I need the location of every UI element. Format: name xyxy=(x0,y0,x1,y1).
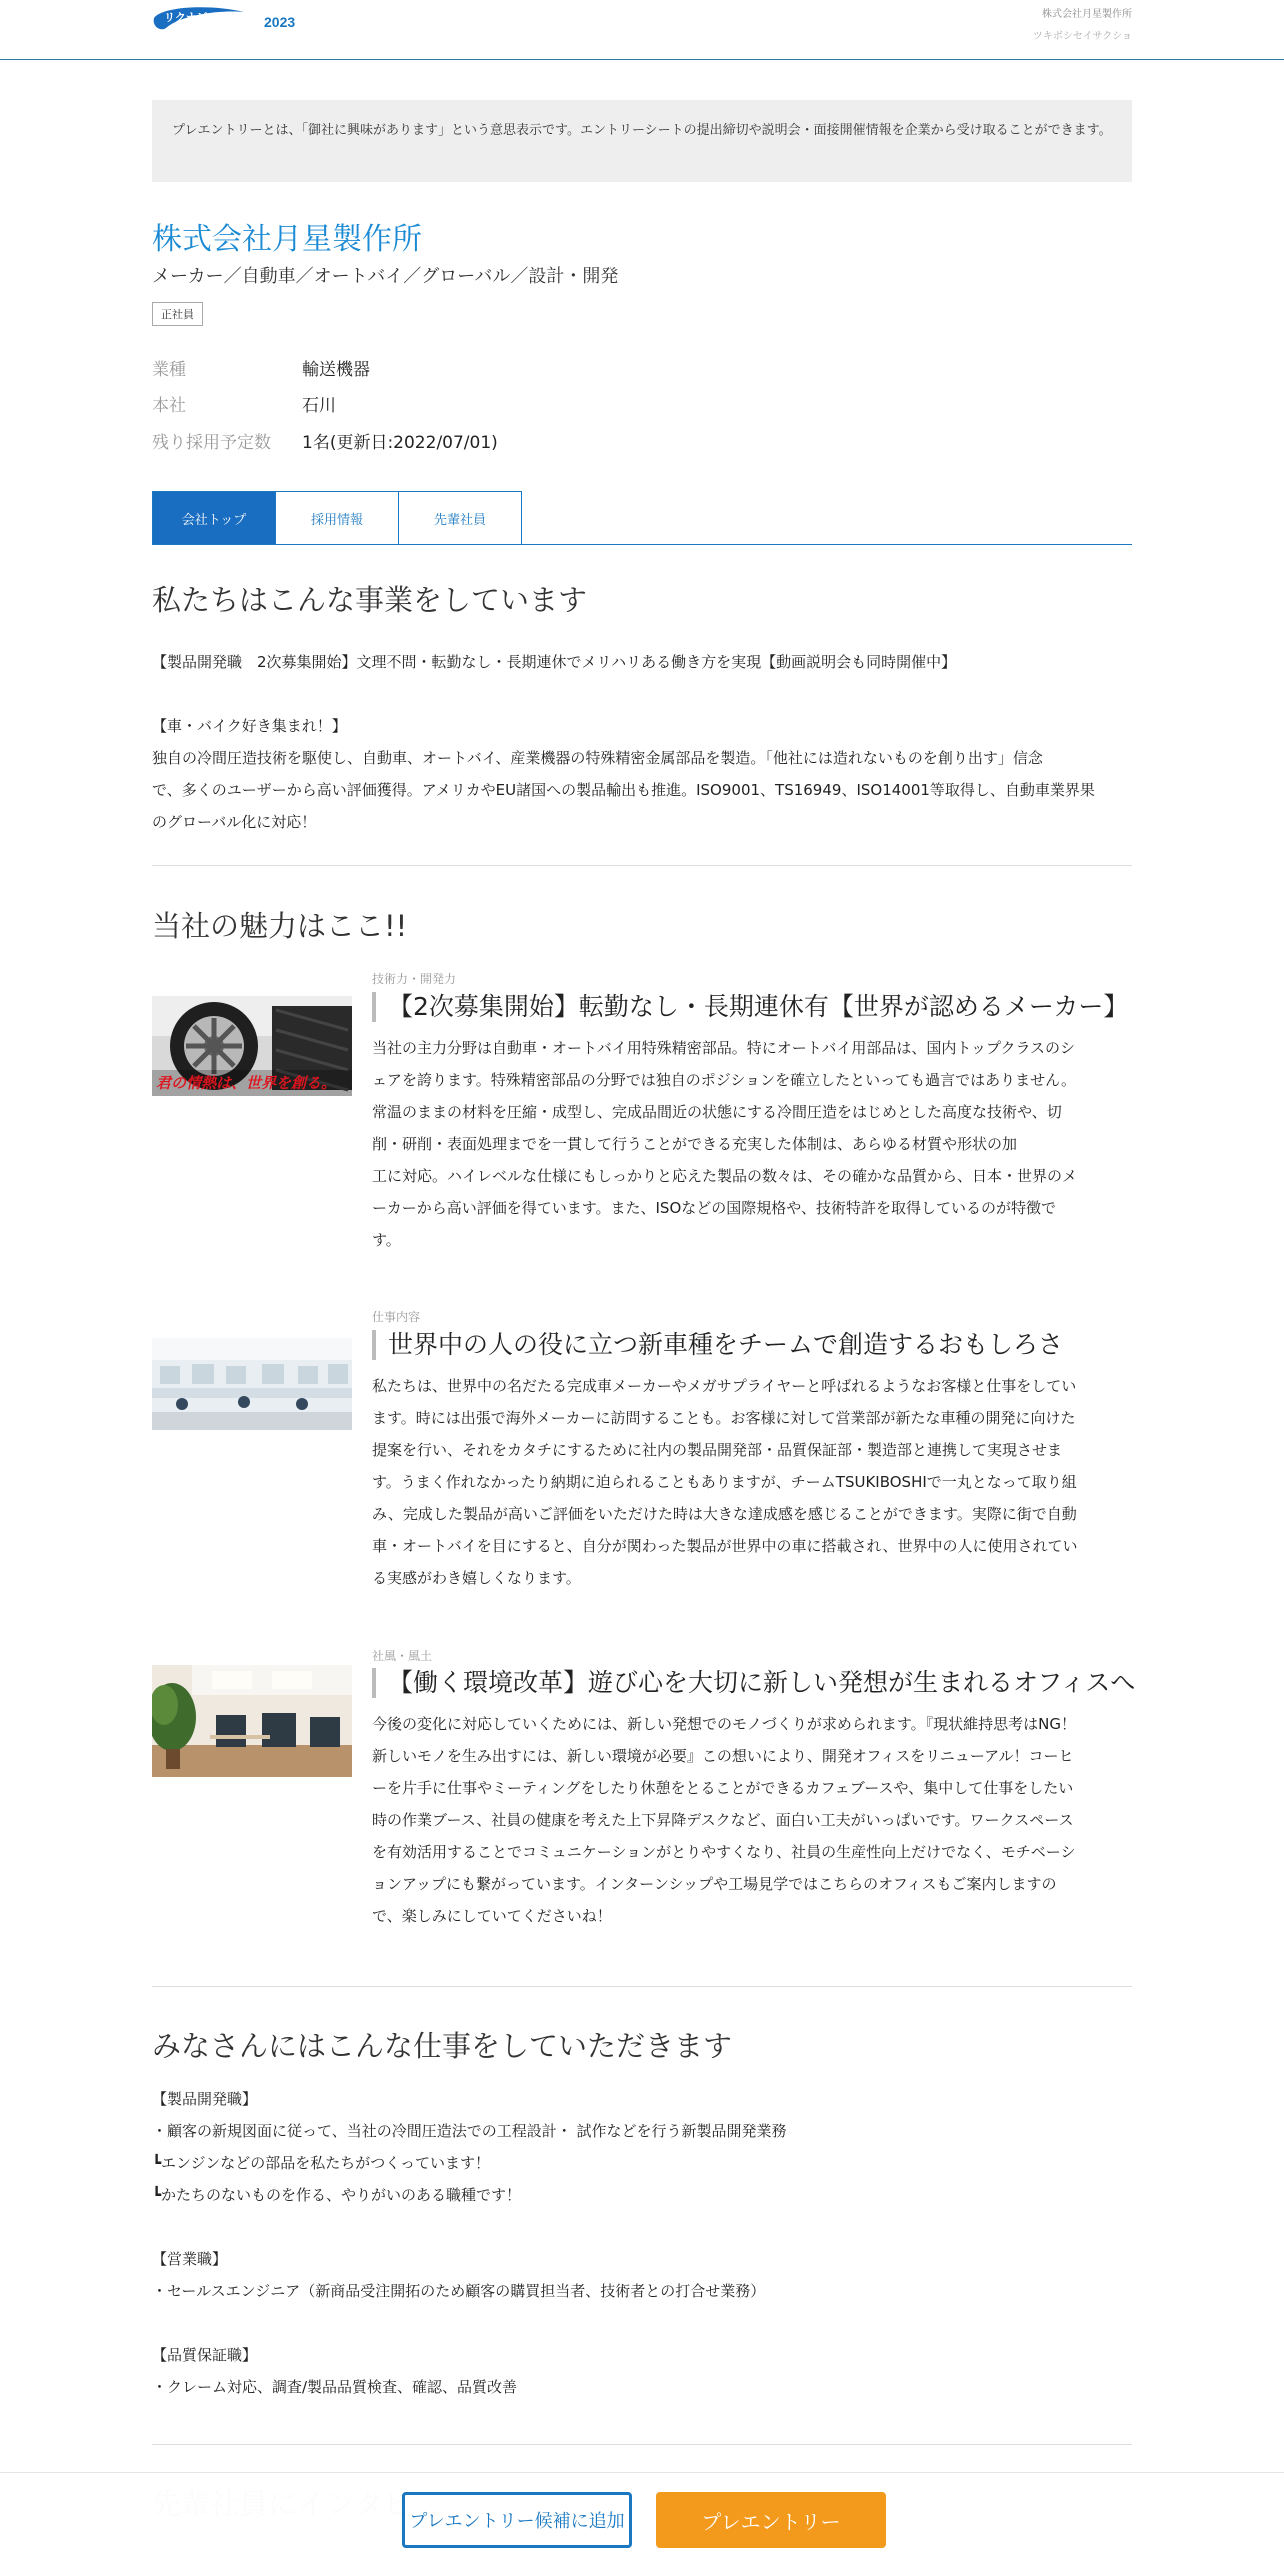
feature-category: 技術力・開発力 xyxy=(372,972,457,986)
appeal-section-title: 当社の魅力はここ!! xyxy=(152,909,408,943)
feature-title: 世界中の人の役に立つ新車種をチームで創造するおもしろさ xyxy=(372,1330,1063,1360)
feature-text-line: ェアを誇ります。特殊精密部品の分野では独自のポジションを確立したといっても過言ではありません。 xyxy=(372,1071,1077,1089)
job-line: ・クレーム対応、調査/製品品質検査、確認、品質改善 xyxy=(152,2378,518,2396)
info-label: 本社 xyxy=(152,396,186,416)
info-label: 残り採用予定数 xyxy=(152,433,271,453)
feature-text-line: る実感がわき嬉しくなります。 xyxy=(372,1569,581,1587)
rikunabi-logo[interactable] xyxy=(152,4,302,34)
business-line: 【車・バイク好き集まれ！】 xyxy=(152,717,347,735)
company-catch: メーカー／自動車／オートバイ／グローバル／設計・開発 xyxy=(152,266,619,287)
feature-category: 仕事内容 xyxy=(372,1310,421,1324)
divider xyxy=(152,2444,1132,2445)
feature-text-line: 提案を行い、それをカタチにするために社内の製品開発部・品質保証部・製造部と連携して実現させま xyxy=(372,1441,1063,1459)
pre-entry-notice: プレエントリーとは、「御社に興味があります」という意思表示です。エントリーシートの提出締切や説明会・面接開催情報を企業から受け取ることができます。 xyxy=(152,100,1132,182)
business-section-title: 私たちはこんな事業をしています xyxy=(152,583,588,617)
business-line: で、多くのユーザーから高い評価獲得。アメリカやEU諸国への製品輸出も推進。ISO9001、TS16949、ISO14001等取得し、自動車業界果 xyxy=(152,781,1095,799)
feature-text-line: 車・オートバイを目にすると、自分が関わった製品が世界中の車に搭載され、世界中の人に使用されてい xyxy=(372,1537,1078,1555)
business-line: のグローバル化に対応！ xyxy=(152,813,317,831)
feature-text-line: ョンアップにも繋がっています。インターンシップや工場見学ではこちらのオフィスもご案内しますの xyxy=(372,1875,1057,1893)
feature-image-cafe-office xyxy=(152,1665,352,1777)
company-name: 株式会社月星製作所 xyxy=(152,222,422,257)
bottom-action-bar xyxy=(0,2472,1284,2568)
feature-text-line: す。うまく作れなかったり納期に迫られることもありますが、チームTSUKIBOSHIで一丸となって取り組 xyxy=(372,1473,1077,1491)
feature-text-line: 今後の変化に対応していくためには、新しい発想でのモノづくりが求められます。『現状維持思考はNG！ xyxy=(372,1715,1076,1733)
feature-category: 社風・風土 xyxy=(372,1649,433,1663)
business-description xyxy=(152,646,1132,838)
header-company-name: 株式会社月星製作所 xyxy=(1042,9,1132,20)
job-line: ┗かたちのないものを作る、やりがいのある職種です！ xyxy=(152,2186,522,2204)
feature-text-line: 常温のままの材料を圧縮・成型し、完成品間近の状態にする冷間圧造をはじめとした高度な技術や、切 xyxy=(372,1103,1062,1121)
info-value: 1名(更新日:2022/07/01) xyxy=(302,433,498,453)
divider xyxy=(152,865,1132,866)
logo-year: 2023 xyxy=(264,14,296,30)
feature-text-line: ーを片手に仕事やミーティングをしたり休憩をとることができるカフェブースや、集中して仕事をしたい xyxy=(372,1779,1074,1797)
feature-image-caption: 君の情熱は、世界を創る。 xyxy=(156,1074,337,1092)
site-header xyxy=(0,0,1284,60)
divider xyxy=(152,1986,1132,1987)
add-candidate-button[interactable]: プレエントリー候補に追加 xyxy=(402,2492,632,2548)
job-line: ┗エンジンなどの部品を私たちがつくっています！ xyxy=(152,2154,490,2172)
feature-title: 【働く環境改革】遊び心を大切に新しい発想が生まれるオフィスへ xyxy=(372,1668,1135,1698)
jobs-section-title: みなさんにはこんな仕事をしていただきます xyxy=(152,2029,733,2063)
business-line: 【製品開発職 2次募集開始】文理不問・転勤なし・長期連休でメリハリある働き方を実現【動画説明会も同時開催中】 xyxy=(152,653,957,671)
feature-text-line: 新しいモノを生み出すには、新しい環境が必要』この想いにより、開発オフィスをリニューアル！コーヒ xyxy=(372,1747,1074,1765)
feature-text xyxy=(372,1032,1132,1256)
business-line: 独自の冷間圧造技術を駆使し、自動車、オートバイ、産業機器の特殊精密金属部品を製造。「他社には造れないものを創り出す」信念 xyxy=(152,749,1043,767)
job-line: ・セールスエンジニア（新商品受注開拓のため顧客の購買担当者、技術者との打合せ業務） xyxy=(152,2282,766,2300)
employment-type-badge: 正社員 xyxy=(152,302,203,326)
company-tabs xyxy=(152,491,1132,545)
info-value: 輸送機器 xyxy=(302,360,370,380)
job-line xyxy=(152,2211,1132,2243)
feature-text xyxy=(372,1370,1132,1594)
header-company-kana: ツキボシセイサクショ xyxy=(1032,31,1132,42)
feature-text-line: ます。時には出張で海外メーカーに訪問することも。お客様に対して営業部が新たな車種の開発に向けた xyxy=(372,1409,1076,1427)
logo-kana: リクナビ xyxy=(164,11,208,24)
feature-text-line: み、完成した製品が高いご評価をいただけた時は大きな達成感を感じることができます。実際に街で自動 xyxy=(372,1505,1077,1523)
feature-text-line: す。 xyxy=(372,1231,401,1249)
feature-text-line: を有効活用することでコミュニケーションがとりやすくなり、社員の生産性向上だけでなく、モチベーシ xyxy=(372,1843,1076,1861)
pre-entry-button[interactable]: プレエントリー xyxy=(656,2492,886,2548)
info-label: 業種 xyxy=(152,360,186,380)
job-line: 【営業職】 xyxy=(152,2250,228,2268)
job-line xyxy=(152,2307,1132,2339)
feature-image-office-work xyxy=(152,1338,352,1430)
feature-text-line: 時の作業ブース、社員の健康を考えた上下昇降デスクなど、面白い工夫がいっぱいです。ワークスペース xyxy=(372,1811,1074,1829)
jobs-description xyxy=(152,2083,1132,2403)
job-line: 【品質保証職】 xyxy=(152,2346,258,2364)
tab-company-top[interactable]: 会社トップ xyxy=(152,491,276,545)
feature-text xyxy=(372,1708,1132,1932)
business-line xyxy=(152,678,1132,710)
feature-text-line: 私たちは、世界中の名だたる完成車メーカーやメガサプライヤーと呼ばれるようなお客様と仕事をしてい xyxy=(372,1377,1077,1395)
feature-title: 【2次募集開始】転勤なし・長期連休有【世界が認めるメーカー】 xyxy=(372,992,1128,1022)
info-value: 石川 xyxy=(302,396,336,416)
job-line: 【製品開発職】 xyxy=(152,2090,258,2108)
feature-text-line: 削・研削・表面処理までを一貫して行うことができる充実した体制は、あらゆる材質や形状の加 xyxy=(372,1135,1018,1153)
feature-text-line: で、楽しみにしていてくださいね！ xyxy=(372,1907,612,1925)
feature-text-line: 当社の主力分野は自動車・オートバイ用特殊精密部品。特にオートバイ用部品は、国内トップクラスのシ xyxy=(372,1039,1076,1057)
job-line: ・顧客の新規図面に従って、当社の冷間圧造法での工程設計・ 試作などを行う新製品開発業務 xyxy=(152,2122,787,2140)
feature-text-line: ーカーから高い評価を得ています。また、ISOなどの国際規格や、技術特許を取得しているのが特徴で xyxy=(372,1199,1056,1217)
tab-recruitment-info[interactable]: 採用情報 xyxy=(275,491,399,545)
feature-text-line: 工に対応。ハイレベルな仕様にもしっかりと応えた製品の数々は、その確かな品質から、日本・世界のメ xyxy=(372,1167,1078,1185)
tab-senior-employees[interactable]: 先輩社員 xyxy=(398,491,522,545)
feature-image-tires xyxy=(152,996,352,1096)
